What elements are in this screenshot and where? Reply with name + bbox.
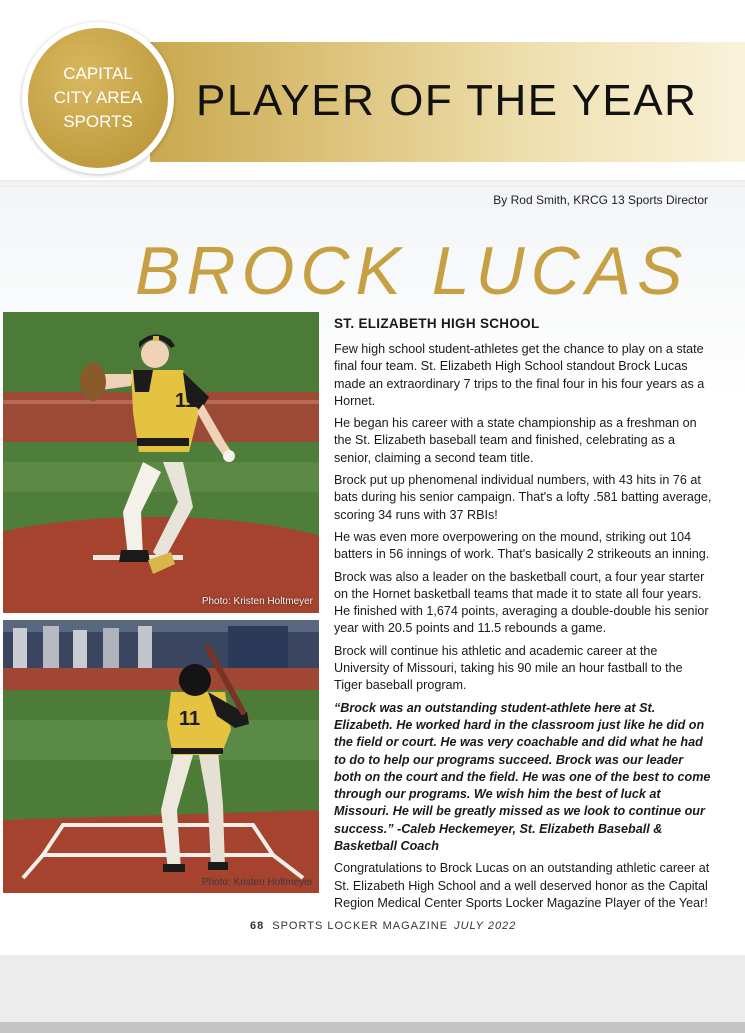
article-paragraph: He was even more overpowering on the mound, striking out 104 batters in 56 innings of work. That's basically 2 strikeouts an inning. [334,529,710,562]
coach-quote: “Brock was an outstanding student-athlete here at St. Elizabeth. He worked hard in the classroom just like he did on the field or court. He was very coachable and did what he had to do to help our programs succeed. Brock was our leader both on the court and the field. He was one of the best to come through our programs. We wish him the best of luck at Missouri. He will be greatly missed as we look to continue our success.” -Caleb Heckemeyer, St. Elizabeth Baseball & Basketball Coach [334,700,711,854]
article-paragraph: Brock was also a leader on the basketball court, a four year starter on the Hornet basketball teams that made it to state all four years. He finished with 1,674 points, averaging a double-double his senior year with 20.5 points and 11.5 rebounds a game. [334,569,709,636]
player-name: BROCK LUCAS [135,233,689,309]
byline: By Rod Smith, KRCG 13 Sports Director [493,193,708,207]
capital-city-sports-badge [28,28,168,168]
header-title: PLAYER OF THE YEAR [196,76,698,125]
article-paragraph: Brock put up phenomenal individual numbers, with 43 hits in 76 at bats during his senior campaign. That's a lofty .581 batting average, scoring 34 runs with 37 RBIs! [334,473,712,522]
batter-photo [3,620,319,893]
page-footer [250,920,516,932]
article-body [334,316,712,917]
svg-text:11: 11 [175,390,197,412]
badge-line: SPORTS [63,112,133,131]
header-divider [0,180,745,188]
magazine-name: SPORTS LOCKER MAGAZINE [272,920,449,932]
page-number: 68 [250,920,265,932]
closing-paragraph: Congratulations to Brock Lucas on an outstanding athletic career at St. Elizabeth High School and a well deserved honor as the Capital Region Medical Center Sports Locker Magazine Player of the Year! [334,861,710,910]
photo-credit: Photo: Kristen Holtmeyer [201,596,313,607]
badge-line: CITY AREA [53,88,143,107]
batter-illustration [3,620,319,893]
article-paragraph: Brock will continue his athletic and academic career at the University of Missouri, taking his 90 mile an hour fastball to the Tiger baseball program. [334,643,683,693]
badge-line: CAPITAL [63,64,133,83]
article-paragraph: Few high school student-athletes get the chance to play on a state final four team. St. Elizabeth High School standout Brock Lucas made an extraordinary 7 trips to the final four in his four years as a Hornet. [334,342,705,408]
svg-text:11: 11 [179,708,201,730]
issue-date: JULY 2022 [454,920,517,932]
viewer-bottom-bar [0,1022,745,1033]
photo-credit: Photo: Kristen Holtmeyer [201,877,313,888]
article-paragraph: He began his career with a state championship as a freshman on the St. Elizabeth baseball team and finished, celebrating as a senior, claiming a second team title. [334,416,697,465]
pitcher-illustration [3,312,319,613]
pitcher-photo [3,312,319,613]
school-heading: ST. ELIZABETH HIGH SCHOOL [334,316,540,331]
